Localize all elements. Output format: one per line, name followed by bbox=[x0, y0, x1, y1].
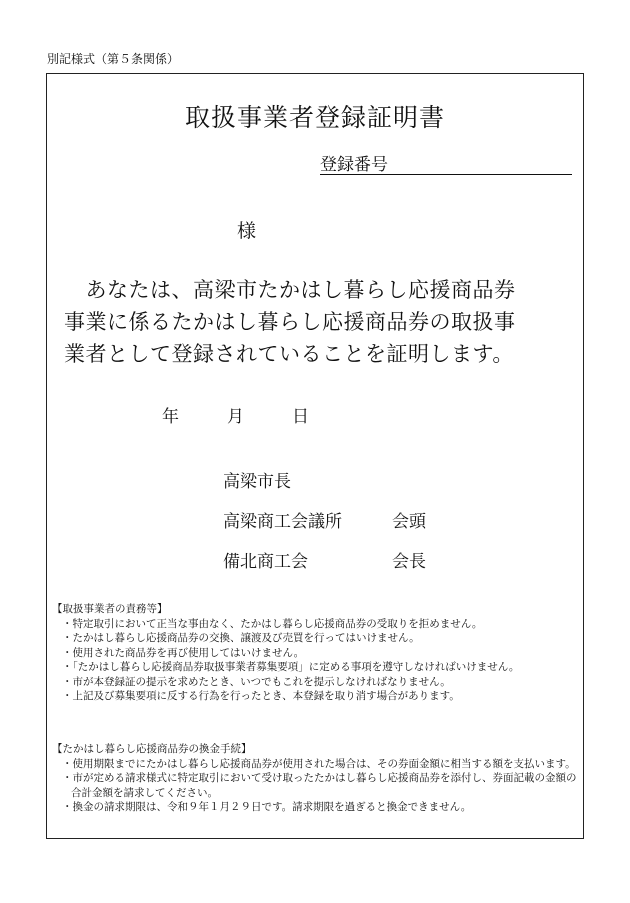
duties-item: ・「たかはし暮らし応援商品券取扱事業者募集要項」に定める事項を遵守しなければいけません。 bbox=[62, 661, 520, 673]
duties-heading: 【取扱事業者の責務等】 bbox=[52, 603, 168, 615]
date-year-label: 年 bbox=[162, 407, 179, 427]
exchange-item: ・使用期限までにたかはし暮らし応援商品券が使用された場合は、その券面金額に相当する額を支払います。 bbox=[62, 757, 576, 770]
duties-item: ・上記及び募集要項に反する行為を行ったとき、本登録を取り消す場合があります。 bbox=[62, 690, 460, 702]
addressee-suffix: 様 bbox=[237, 220, 257, 242]
body-line: 業者として登録されていることを証明します。 bbox=[64, 342, 514, 366]
exchange-item: ・市が定める請求様式に特定取引において受け取ったたかはし暮らし応援商品券を添付し、券面記載の金額の合計金額を請求してください。 bbox=[62, 772, 577, 799]
duties-item: ・たかはし暮らし応援商品券の交換、譲渡及び売買を行ってはいけません。 bbox=[62, 632, 420, 644]
certificate-frame bbox=[46, 73, 584, 839]
registration-number-label: 登録番号 bbox=[320, 155, 388, 175]
signatory-title-chamber: 会頭 bbox=[392, 512, 426, 532]
duties-item: ・特定取引において正当な事由なく、たかはし暮らし応援商品券の受取りを拒めません。 bbox=[62, 617, 483, 630]
duties-item: ・使用された商品券を再び使用してはいけません。 bbox=[62, 646, 305, 659]
signatory-org-chamber: 高梁商工会議所 bbox=[223, 512, 342, 532]
body-line: あなたは、高梁市たかはし暮らし応援商品券 bbox=[64, 278, 516, 302]
exchange-item: ・換金の請求期限は、令和９年１月２９日です。請求期限を過ぎると換金できません。 bbox=[62, 801, 472, 813]
body-line: 事業に係るたかはし暮らし応援商品券の取扱事 bbox=[64, 310, 516, 334]
exchange-heading: 【たかはし暮らし応援商品券の換金手続】 bbox=[52, 743, 252, 755]
certificate-title: 取扱事業者登録証明書 bbox=[184, 103, 445, 132]
duties-item: ・市が本登録証の提示を求めたとき、いつでもこれを提示しなければなりません。 bbox=[62, 675, 451, 688]
form-reference: 別記様式（第５条関係） bbox=[47, 52, 180, 66]
date-day-label: 日 bbox=[292, 407, 309, 427]
certificate-body bbox=[64, 274, 574, 370]
date-month-label: 月 bbox=[227, 407, 244, 427]
duties-section bbox=[52, 602, 582, 704]
signatory-org-bihoku: 備北商工会 bbox=[223, 552, 308, 572]
signatory-title-bihoku: 会長 bbox=[392, 552, 426, 572]
exchange-section bbox=[52, 742, 582, 815]
registration-number-field bbox=[320, 150, 572, 175]
signatory-org-mayor: 高梁市長 bbox=[223, 472, 291, 492]
